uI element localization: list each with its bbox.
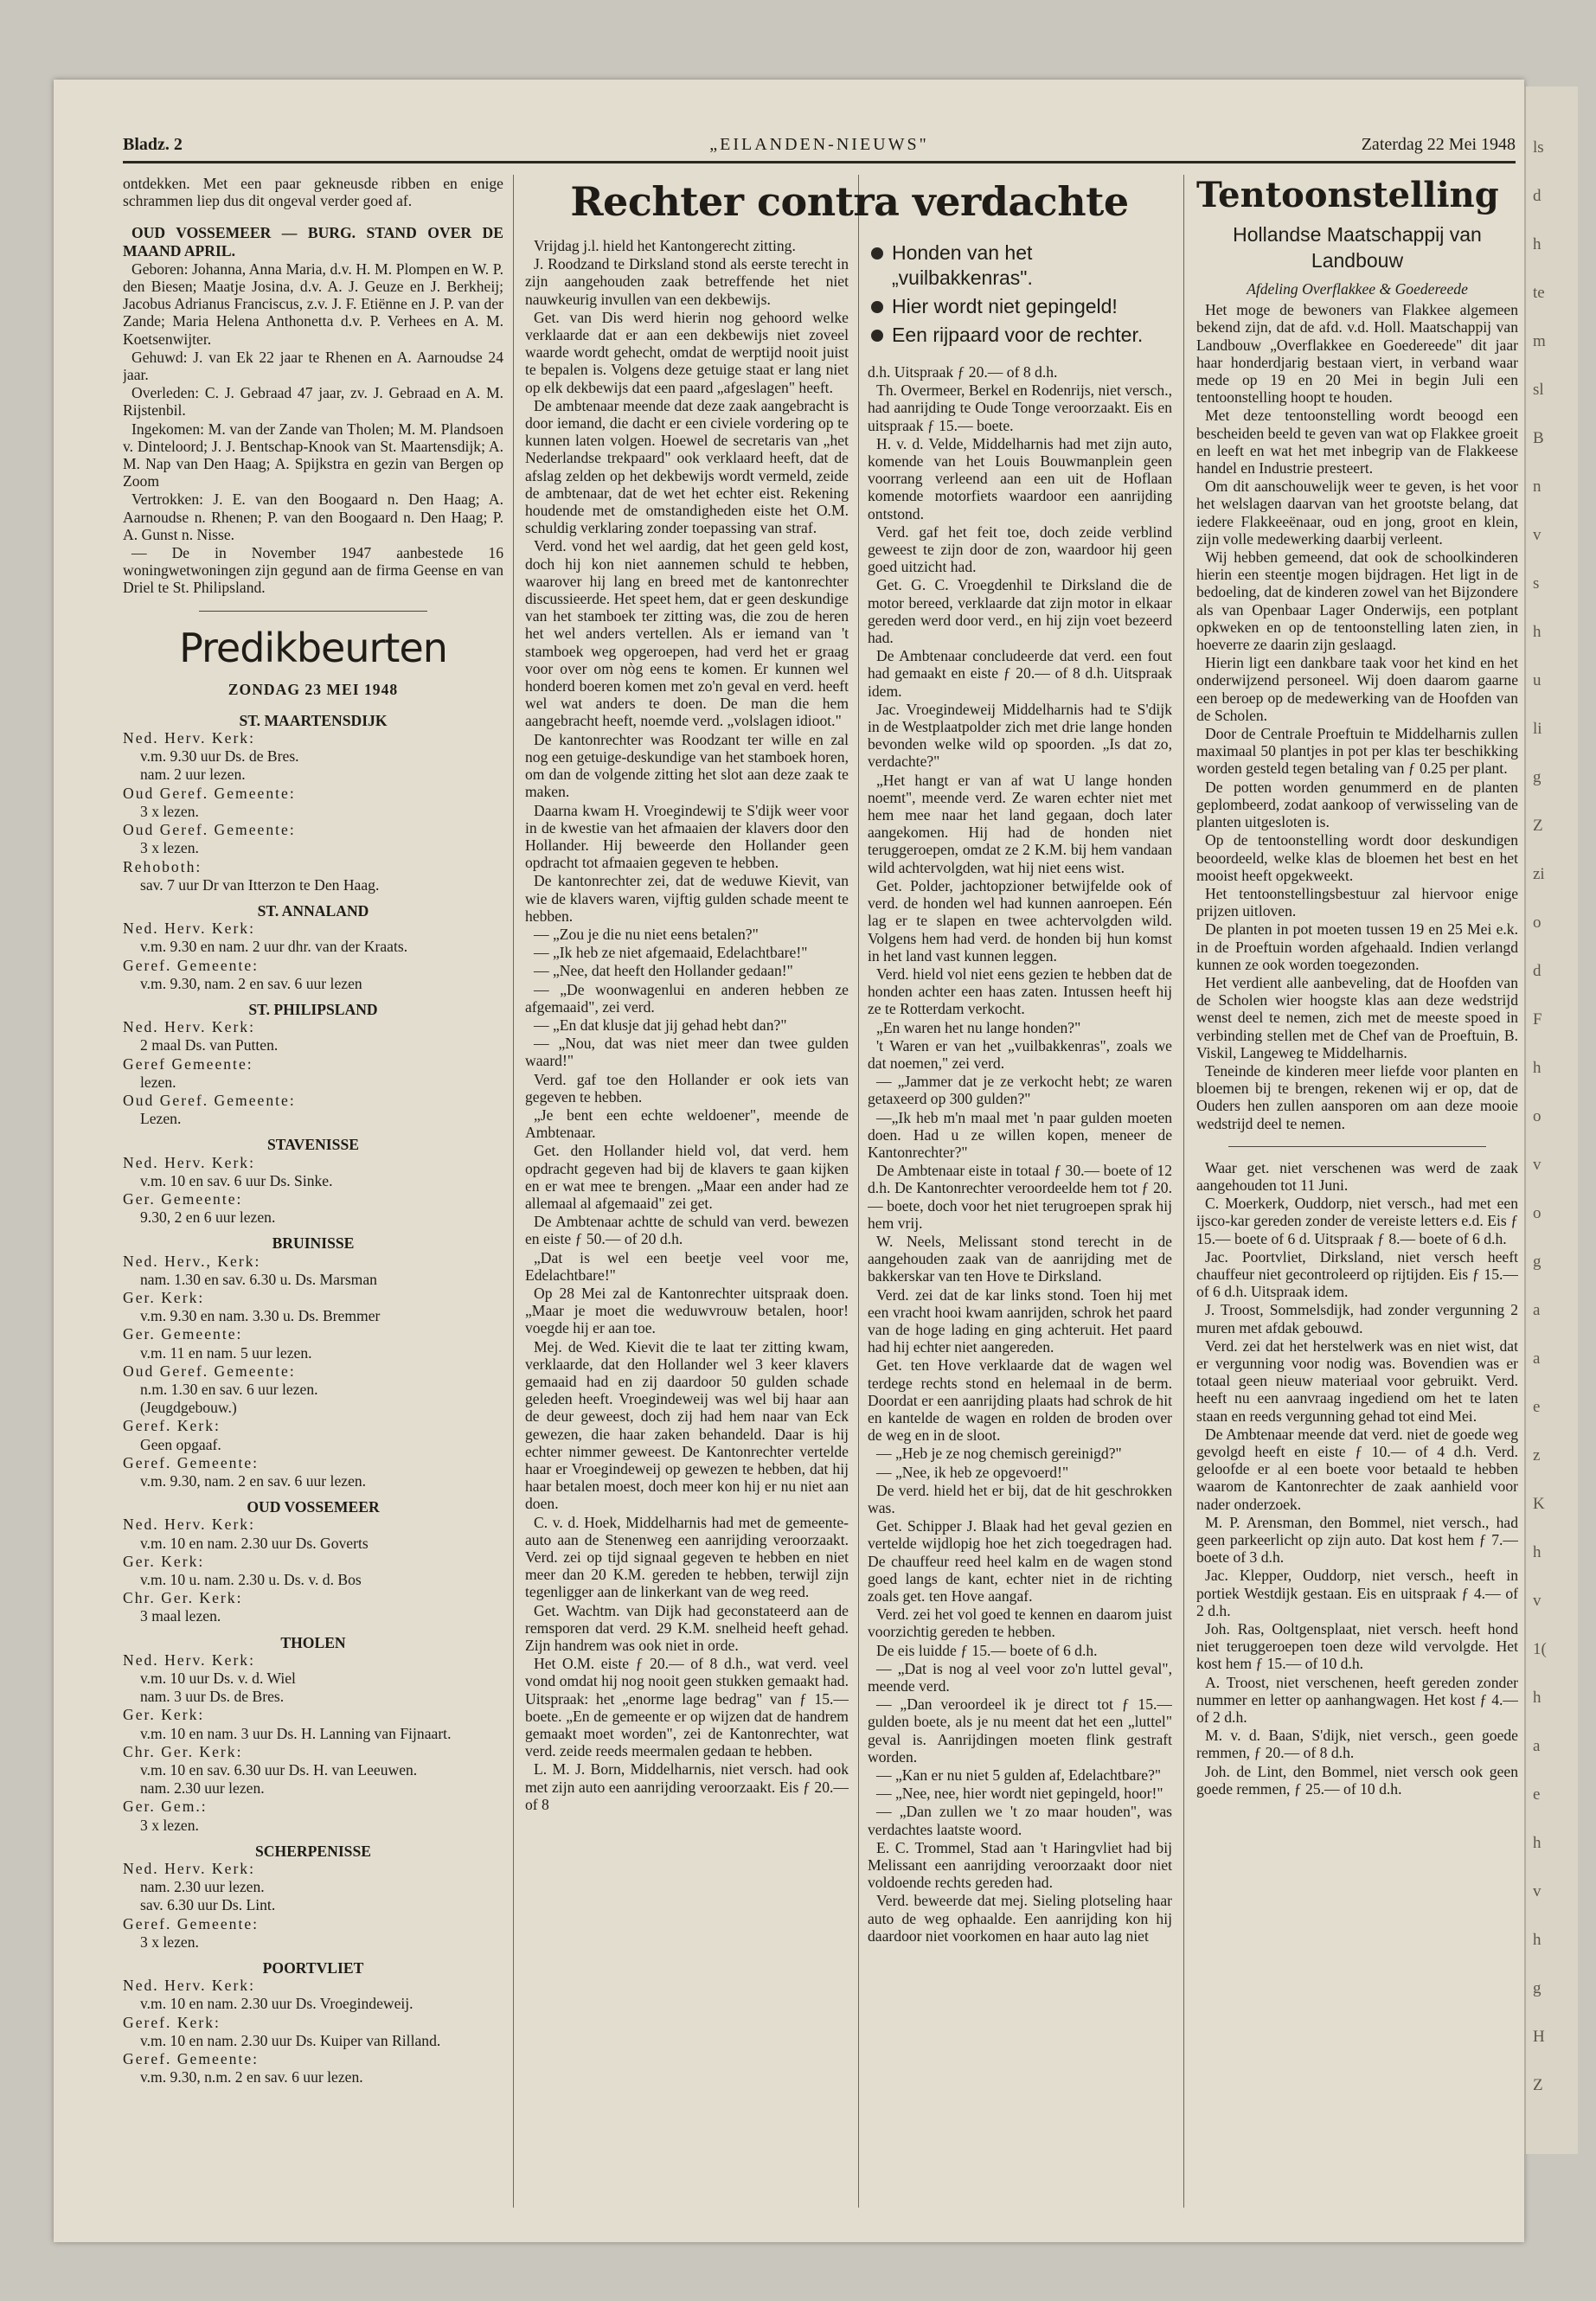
service-time: sav. 7 uur Dr van Itterzon te Den Haag. <box>140 875 380 894</box>
church-place-heading: OUD VOSSEMEER <box>247 1498 380 1516</box>
article-paragraph: — „Nee, nee, hier wordt niet gepingeld, hoor!" <box>876 1785 1163 1803</box>
service-time: 2 maal Ds. van Putten. <box>140 1036 279 1054</box>
service-time: nam. 1.30 en sav. 6.30 u. Ds. Marsman <box>140 1270 377 1288</box>
article-headline: Rechter contra verdachte <box>570 178 1129 225</box>
service-time: v.m. 11 en nam. 5 uur lezen. <box>140 1343 312 1362</box>
edge-text-fragment: g <box>1533 1253 1542 1271</box>
article-paragraph: 't Waren er van het „vuilbakkenras", zoals we dat noemen," zei verd. <box>868 1036 1172 1072</box>
edge-text-fragment: K <box>1533 1495 1545 1513</box>
church-listings <box>123 712 503 2086</box>
church-name: Geref. Gemeente: <box>123 956 260 974</box>
article-paragraph: — „Zou je die nu niet eens betalen?" <box>534 925 759 943</box>
article-paragraph: — „En dat klusje dat jij gehad hebt dan?" <box>534 1016 787 1034</box>
edge-text-fragment: g <box>1533 1979 1542 1997</box>
edge-text-fragment: a <box>1533 1737 1541 1755</box>
article-paragraph: Joh. de Lint, den Bommel, niet versch ook geen goede remmen, ƒ 25.— of 10 d.h. <box>1196 1762 1518 1798</box>
article-paragraph: Jac. Vroegindeweij Middelharnis had te S'dijk in de Westplaatpolder zich met drie lange honden bevonden welke wild op spoorden. „Is dat zo, verdachte?" <box>868 700 1172 771</box>
page-number: Bladz. 2 <box>123 135 183 154</box>
service-time: nam. 2.30 uur lezen. <box>140 1878 265 1896</box>
edge-text-fragment: a <box>1533 1349 1541 1368</box>
church-place-heading: THOLEN <box>280 1633 346 1651</box>
article-paragraph: Th. Overmeer, Berkel en Rodenrijs, niet versch., had aanrijding te Oude Tonge veroorzaakt. Eis en uitspraak ƒ 15.— boete. <box>868 381 1172 434</box>
article-paragraph: Joh. Ras, Ooltgensplaat, niet versch. heeft hond niet teruggeroepen toen deze wild vervolgde. Het kost hem ƒ 15.— of 10 d.h. <box>1196 1620 1518 1673</box>
service-time: v.m. 10 en nam. 2.30 uur Ds. Goverts <box>140 1534 369 1552</box>
church-name: Ned. Herv. Kerk: <box>123 1018 255 1036</box>
church-name: Ned. Herv. Kerk: <box>123 1650 255 1669</box>
church-name: Oud Geref. Gemeente: <box>123 784 296 802</box>
issue-date: Zaterdag 22 Mei 1948 <box>1361 135 1516 154</box>
article-paragraph: — „Nee, ik heb ze opgevoerd!" <box>876 1463 1069 1481</box>
article-paragraph: De eis luidde ƒ 15.— boete of 6 d.h. <box>876 1641 1098 1659</box>
article-paragraph: —„Ik heb m'n maal met 'n paar gulden moeten doen. Had u ze willen kopen, meneer de Kantonrechter?" <box>868 1108 1172 1161</box>
edge-text-fragment: v <box>1533 1592 1542 1610</box>
article-paragraph: Vrijdag j.l. hield het Kantongerecht zitting. <box>534 237 796 254</box>
sermons-date: ZONDAG 23 MEI 1948 <box>228 680 399 698</box>
article-paragraph: — „Dat is nog al veel voor zo'n luttel geval", meende verd. <box>868 1659 1172 1695</box>
article-paragraph: — „Dan veroordeel ik je direct tot ƒ 15.— gulden boete, als je nu meent dat het een „luttel" geval is. Aanrijdingen moeten flink gestraft worden. <box>868 1695 1172 1766</box>
church-name: Geref. Gemeente: <box>123 1453 260 1471</box>
service-time: n.m. 1.30 en sav. 6 uur lezen. <box>140 1380 318 1398</box>
article-paragraph: J. Troost, Sommelsdijk, had zonder vergunning 2 muren met afdak gebouwd. <box>1196 1301 1518 1336</box>
newspaper-page <box>54 80 1524 2242</box>
divider <box>1228 1146 1486 1147</box>
column-2 <box>525 237 849 2218</box>
article-paragraph: W. Neels, Melissant stond terecht in de aangehouden zaak van de aanrijding met de bakkerskar van ten Hove te Dirksland. <box>868 1232 1172 1285</box>
edge-text-fragment: g <box>1533 768 1542 786</box>
column-rule <box>1183 175 1184 2208</box>
article-paragraph: C. v. d. Hoek, Middelharnis had met de gemeente-auto aan de Stenenweg een aanrijding veroorzaakt. Verd. zei op tijd signaal gegeven te hebben en niet meer dan 20 K.M. gereden te hebben, terwijl zijn tegenligger aan de linkerkant van de weg reed. <box>525 1513 849 1601</box>
article-paragraph: E. C. Trommel, Stad aan 't Haringvliet had bij Melissant een aanrijding veroorzaakt door niet voldoende rechts gereden had. <box>868 1838 1172 1892</box>
edge-text-fragment: B <box>1533 429 1544 447</box>
service-time: nam. 2.30 uur lezen. <box>140 1779 265 1798</box>
church-name: Ned. Herv. Kerk: <box>123 1153 255 1171</box>
church-name: Ned. Herv. Kerk: <box>123 729 255 747</box>
church-name: Geref. Gemeente: <box>123 1914 260 1932</box>
church-place-heading: POORTVLIET <box>262 1959 364 1977</box>
headline-bullet: Een rijpaard voor de rechter. <box>868 323 1172 348</box>
article-paragraph: M. P. Arensman, den Bommel, niet versch., had geen parkeerlicht op zijn auto. Dat kost hem ƒ 7.— boete of 3 d.h. <box>1196 1513 1518 1567</box>
article-paragraph: H. v. d. Velde, Middelharnis had met zijn auto, komende van het Louis Bouwmanplein geen voorrang verleend aan een uit de Hoflaan komende motorfiets waardoor een aanrijding ontstond. <box>868 434 1172 522</box>
edge-text-fragment: n <box>1533 478 1542 496</box>
article-paragraph: De kantonrechter zei, dat de weduwe Kievit, van wie de klavers waren, vijftig gulden schade meent te hebben. <box>525 872 849 925</box>
article-paragraph: Get. ten Hove verklaarde dat de wagen wel terdege rechts stond en helemaal in de berm. Doordat er een aanrijding plaats had schrok de hit en kantelde de wagen en rolden de broden over de weg en in de sloot. <box>868 1356 1172 1445</box>
article-paragraph: Jac. Poortvliet, Dirksland, niet versch heeft chauffeur niet gecontroleerd op rijtijden. Eis ƒ 15.— of 6 d.h. Uitspraak idem. <box>1196 1247 1518 1301</box>
edge-text-fragment: u <box>1533 671 1542 689</box>
service-time: v.m. 9.30, nam. 2 en sav. 6 uur lezen. <box>140 1472 367 1490</box>
civil-registry-married: Gehuwd: J. van Ek 22 jaar te Rhenen en A. Aarnoudse 24 jaar. <box>123 348 503 384</box>
article-paragraph: Op 28 Mei zal de Kantonrechter uitspraak doen. „Maar je moet die weduwvrouw betalen, hoor! voegde hij er aan toe. <box>525 1284 849 1337</box>
edge-text-fragment: d <box>1533 187 1542 205</box>
edge-text-fragment: h <box>1533 235 1542 253</box>
church-name: Oud Geref. Gemeente: <box>123 1091 296 1109</box>
article-paragraph: M. v. d. Baan, S'dijk, niet versch., geen goede remmen, ƒ 20.— of 8 d.h. <box>1196 1727 1518 1762</box>
article-paragraph: Jac. Klepper, Ouddorp, niet versch., heeft in portiek Westdijk gestaan. Eis en uitspraak ƒ 4.— of 2 d.h. <box>1196 1567 1518 1619</box>
edge-text-fragment: s <box>1533 574 1540 593</box>
article-paragraph: De Ambtenaar concludeerde dat verd. een fout had gemaakt en eiste ƒ 20.— of 8 d.h. Uitspraak idem. <box>868 647 1172 700</box>
adjacent-page-edge <box>1524 87 1578 2154</box>
article-paragraph: De Ambtenaar meende dat verd. niet de goede weg gevolgd heeft en eiste ƒ 10.— of 4 d.h. Verd. geloofde er al een boete voor betaald te hebben waarom de Kantonrechter de zaak aanhield voor nader onderzoek. <box>1196 1425 1518 1513</box>
church-name: Ned. Herv. Kerk: <box>123 1977 255 1995</box>
service-time: v.m. 9.30 en nam. 2 uur dhr. van der Kraats. <box>140 938 408 956</box>
service-time: sav. 6.30 uur Ds. Lint. <box>140 1896 276 1914</box>
column-4 <box>1196 175 1518 2216</box>
church-name: Ger. Kerk: <box>123 1288 205 1306</box>
edge-text-fragment: o <box>1533 1107 1542 1125</box>
service-time: 3 x lezen. <box>140 1816 199 1834</box>
article-paragraph: Om dit aanschouwelijk weer te geven, is het voor het welslagen daarvan van het grootste belang, dat iedere Flakkeeënaar, oud en jong, groot en klein, zijn volle medewerking daarbij verleent. <box>1196 478 1518 548</box>
edge-text-fragment: sl <box>1533 381 1544 399</box>
article-paragraph: „Het hangt er van af wat U lange honden noemt", meende verd. Ze waren echter niet met hem mee naar het land gegaan, doch later aangekomen. Hij had de honden niet teruggeroepen, omdat ze 2 K.M. bij hem vandaan wild achtervolgden, wat hij niet eens wist. <box>868 771 1172 876</box>
edge-text-fragment: h <box>1533 1543 1542 1561</box>
edge-text-fragment: h <box>1533 1689 1542 1707</box>
page-header <box>123 130 1516 163</box>
service-time: v.m. 10 u. nam. 2.30 u. Ds. v. d. Bos <box>140 1571 362 1589</box>
article-paragraph: De potten worden genummerd en de planten geplombeerd, zodat aankoop of verwisseling van de planten uitgesloten is. <box>1196 778 1518 831</box>
article-paragraph: Mej. de Wed. Kievit die te laat ter zitting kwam, verklaarde, dat den Hollander wel 3 keer klavers gemaaid had en zij daardoor 50 gulden schade geleden heeft. Vroegindeweij was wel bij haar aan de deur geweest, doch zij had hem naar van Eck gewezen, die haar zaken behandeld. Daar is hij echter nimmer geweest. De Kantonrechter vertelde haar er Vroegindeweij op gewezen te hebben, dat hij haar betalen moest, doch meer kon hij er nu niet aan doen. <box>525 1337 849 1513</box>
court-article-part-3 <box>1196 1159 1518 1798</box>
edge-text-fragment: v <box>1533 526 1542 544</box>
church-name: Ned. Herv. Kerk: <box>123 920 255 938</box>
church-name: Geref Gemeente: <box>123 1054 253 1073</box>
service-time: v.m. 10 en nam. 3 uur Ds. H. Lanning van Fijnaart. <box>140 1724 452 1742</box>
church-name: Geref. Gemeente: <box>123 2050 260 2068</box>
service-time: 9.30, 2 en 6 uur lezen. <box>140 1208 276 1227</box>
edge-text-fragment: Z <box>1533 2076 1543 2094</box>
article-paragraph: A. Troost, niet verschenen, heeft gereden zonder nummer en letter op aanhangwagen. Het kost ƒ 4.— of 2 d.h. <box>1196 1673 1518 1727</box>
article-paragraph: C. Moerkerk, Ouddorp, niet versch., had met een ijsco-kar gereden zonder de vereiste letters e.d. Eis ƒ 15.— boete of 6 d. Uitspraak ƒ 8.— boete of 6 d.h. <box>1196 1195 1518 1247</box>
church-name: Chr. Ger. Kerk: <box>123 1742 243 1760</box>
church-name: Rehoboth: <box>123 857 202 875</box>
edge-text-fragment: zi <box>1533 865 1545 883</box>
church-place-heading: ST. PHILIPSLAND <box>248 1000 378 1018</box>
article-paragraph: — „Ik heb ze niet afgemaaid, Edelachtbare!" <box>534 944 808 962</box>
article-paragraph: J. Roodzand te Dirksland stond als eerste terecht in zijn aangehouden zaak betreffende het niet nauwkeurig invullen van een dekbewijs. <box>525 255 849 308</box>
church-place-heading: BRUINISSE <box>272 1234 355 1253</box>
church-name: Ned. Herv., Kerk: <box>123 1252 261 1270</box>
article-paragraph: De planten in pot moeten tussen 19 en 25 Mei e.k. in de Proeftuin worden afgehaald. Indien verlangd kunnen ze ook worden toegezonden. <box>1196 920 1518 973</box>
service-time: 3 x lezen. <box>140 839 199 857</box>
church-name: Oud Geref. Gemeente: <box>123 1362 296 1380</box>
article-paragraph: Verd. beweerde dat mej. Sieling plotseling haar auto de weg ophaalde. Een aanrijding kon hij daardoor niet voorkomen en haar auto lag niet <box>868 1892 1172 1945</box>
article-paragraph: „En waren het nu lange honden?" <box>876 1018 1081 1036</box>
civil-registry-died: Overleden: C. J. Gebraad 47 jaar, zv. J. Gebraad en A. M. Rijstenbil. <box>123 384 503 420</box>
article-paragraph: Verd. zei het vol goed te kennen en daarom juist voorzichtig gereden te hebben. <box>868 1606 1172 1641</box>
column-rule <box>858 175 859 2208</box>
article-paragraph: Verd. vond het wel aardig, dat het geen geld kost, doch hij kon niet aannemen schuld te hebben, waarover hij lang en breed met de kantonrechter discussieerde. Het speet hem, dat er geen deskundige van het stamboek ter zitting was, die zou de heren het wel anders vertellen. Als er iemand van 't stamboek weg opgeroepen, had verd het er graag voor over om nòg eens te komen. Er kunnen wel honderd boeren komen met zo'n geval en verd. heeft wel wat anders te doen. De man die hem aangebracht heeft, noemde verd. „volslagen idioot." <box>525 537 849 730</box>
edge-text-fragment: ls <box>1533 138 1544 157</box>
church-place-heading: STAVENISSE <box>267 1136 359 1154</box>
article-paragraph: De Ambtenaar eiste in totaal ƒ 30.— boete of 12 d.h. De Kantonrechter veroordeelde hem tot ƒ 20.— boete, doch voor het niet terugroepen sprak hij hem vrij. <box>868 1162 1172 1232</box>
exhibition-department: Afdeling Overflakkee & Goedereede <box>1247 280 1468 298</box>
article-paragraph: Verd. gaf toe den Hollander er ook iets van gegeven te hebben. <box>525 1070 849 1106</box>
edge-text-fragment: 1( <box>1533 1640 1547 1658</box>
edge-text-fragment: e <box>1533 1398 1541 1416</box>
article-paragraph: „Dat is wel een beetje veel voor me, Edelachtbare!" <box>525 1248 849 1284</box>
article-paragraph: „Je bent een echte weldoener", meende de Ambtenaar. <box>525 1106 849 1142</box>
church-place-heading: SCHERPENISSE <box>255 1842 371 1860</box>
service-time: v.m. 9.30 uur Ds. de Bres. <box>140 747 299 766</box>
article-paragraph: Verd. gaf het feit toe, doch zeide verblind geweest te zijn door de zon, waardoor hij geen goed uitzicht had. <box>868 522 1172 576</box>
article-paragraph: Het O.M. eiste ƒ 20.— of 8 d.h., wat verd. veel vond omdat hij nog nooit geen stukken gemaakt had. Uitspraak: het „enorme lage bedrag" van ƒ 15.— boete. „En de gemeente er op wijzen dat de handrem gemaakt moet worden", zei de Kantonrechter, wat verd. zeide reeds meermalen gedaan te hebben. <box>525 1655 849 1760</box>
article-paragraph: Get. van Dis werd hierin nog gehoord welke verklaarde dat er aan een dekbewijs niet zoveel waarde wordt gehecht, omdat de werptijd nooit juist te bepalen is. Volgens deze getuige staat er lang niet op elk dekbewijs dat een paard „afgeslagen" heeft. <box>525 308 849 396</box>
service-time: lezen. <box>140 1073 176 1091</box>
article-paragraph: Teneinde de kinderen meer liefde voor planten en bloemen bij te brengen, rekenen wij er op, dat de Ouders hen zullen aansporen om aan deze mooie wedstrijd deel te nemen. <box>1196 1061 1518 1132</box>
article-paragraph: Het tentoonstellingsbestuur zal hiervoor enige prijzen uitloven. <box>1196 884 1518 920</box>
article-paragraph: De kantonrechter was Roodzant ter wille en zal nog een getuige-deskundige van het stamboek horen, om dan de volgende zitting het slot aan deze zaak te maken. <box>525 730 849 801</box>
article-paragraph: Verd. zei dat de kar links stond. Toen hij met een vracht hooi kwam aanrijden, schrok het paard van de hoge lading en ging achteruit. Het paard had hij echter niet aangereden. <box>868 1285 1172 1356</box>
church-name: Ger. Gem.: <box>123 1798 208 1816</box>
service-time: v.m. 9.30 en nam. 3.30 u. Ds. Bremmer <box>140 1307 381 1325</box>
article-paragraph: Get. Schipper J. Blaak had het geval gezien en vertelde wijdlopig hoe het zich toegedragen had. De chauffeur reed heel kalm en de wagen stond goed langs de kant, echter niet in de richting zoals get. ten Hove aangaf. <box>868 1517 1172 1606</box>
edge-text-fragment: h <box>1533 623 1542 641</box>
edge-text-fragment: h <box>1533 1834 1542 1852</box>
article-continuation: ontdekken. Met een paar gekneusde ribben en enige schrammen liep dus dit ongeval verder goed af. <box>123 175 503 210</box>
church-place-heading: ST. MAARTENSDIJK <box>239 711 388 729</box>
article-paragraph: — „Kan er nu niet 5 gulden af, Edelachtbare?" <box>876 1766 1162 1785</box>
article-paragraph: — „De woonwagenlui en anderen hebben ze afgemaaid", zei verd. <box>525 980 849 1016</box>
service-time: Geen opgaaf. <box>140 1435 221 1453</box>
edge-text-fragment: v <box>1533 1882 1542 1900</box>
civil-registry-left: Vertrokken: J. E. van den Boogaard n. Den Haag; A. Aarnoudse n. Rhenen; P. van den Boogaard n. Den Haag; P. A. Gunst n. Nisse. <box>123 490 503 543</box>
civil-registry-arrived: Ingekomen: M. van der Zande van Tholen; M. M. Plandsoen v. Dinteloord; J. J. Bentschap-Knook van St. Maartensdijk; A. M. Nap van Den Haag; A. Spijkstra en gezin van Bergen op Zoom <box>123 420 503 490</box>
church-place-heading: ST. ANNALAND <box>257 901 369 920</box>
civil-registry-heading: OUD VOSSEMEER — BURG. STAND OVER DE MAAND APRIL. <box>123 224 503 260</box>
church-name: Ger. Gemeente: <box>123 1189 243 1208</box>
article-paragraph: De ambtenaar meende dat deze zaak aangebracht is door iemand, die dacht er een civiele vordering op te kunnen laten volgen. Hoewel de secretaris van „het Nederlandse trekpaard" ook verklaard heeft, dat de afslag zelden op het dekbewijs wordt vermeld, zeide de ambtenaar, dat de wet het echter eist. Rekening houdende met de omstandigheden eiste het O.M. schuldig verklaring zonder toepassing van straf. <box>525 396 849 537</box>
article-paragraph: Het moge de bewoners van Flakkee algemeen bekend zijn, dat de afd. v.d. Holl. Maatschappij van Landbouw „Overflakkee en Goedereede" dit jaar haar honderdjarig bestaan viert, in verband waar mede op 19 en 20 Mei in begin Juli een tentoonstelling hoopt te houden. <box>1196 301 1518 407</box>
article-paragraph: Waar get. niet verschenen was werd de zaak aangehouden tot 11 Juni. <box>1196 1158 1518 1194</box>
service-time: v.m. 10 en sav. 6.30 uur Ds. H. van Leeuwen. <box>140 1761 418 1779</box>
article-paragraph: De Ambtenaar achtte de schuld van verd. bewezen en eiste ƒ 50.— of 20 d.h. <box>525 1213 849 1248</box>
article-paragraph: Get. G. C. Vroegdenhil te Dirksland die de motor bereed, verklaarde dat zijn motor in elkaar gereden werd door verd., en hij zijn voet bezeerd had. <box>868 576 1172 647</box>
housing-notice: — De in November 1947 aanbestede 16 woningwetwoningen zijn gegund aan de firma Geense en van Driel te St. Philipsland. <box>123 544 503 597</box>
church-name: Oud Geref. Gemeente: <box>123 821 296 839</box>
divider <box>199 611 427 612</box>
service-time: 3 maal lezen. <box>140 1607 221 1625</box>
edge-text-fragment: H <box>1533 2028 1545 2046</box>
article-paragraph: Verd. hield vol niet eens gezien te hebben dat de honden achter een haas zaten. Intussen heeft hij ze te Rotterdam verkocht. <box>868 965 1172 1018</box>
service-time: v.m. 10 en nam. 2.30 uur Ds. Vroegindeweij. <box>140 1995 413 2013</box>
article-paragraph: d.h. Uitspraak ƒ 20.— of 8 d.h. <box>868 363 1058 381</box>
article-paragraph: — „Jammer dat je ze verkocht hebt; ze waren getaxeerd op 300 gulden?" <box>868 1073 1172 1108</box>
service-time: v.m. 10 uur Ds. v. d. Wiel <box>140 1670 296 1688</box>
court-article-part-2 <box>868 363 1172 1945</box>
edge-text-fragment: v <box>1533 1156 1542 1174</box>
service-time: 3 x lezen. <box>140 802 199 820</box>
article-paragraph: Met deze tentoonstelling wordt beoogd een bescheiden beeld te geven van wat op Flakkee groeit en leeft en wat het met inbegrip van de Flakkeese handel en Industrie presteert. <box>1196 407 1518 478</box>
article-paragraph: Verd. zei dat het herstelwerk was en niet wist, dat er vergunning voor nodig was. Bovendien was er totaal geen nieuw materiaal voor gebruikt. Verd. heeft nu een aanvraag ingediend om het te laten staan en reeds vergunning gehad tot eind Mei. <box>1196 1336 1518 1425</box>
court-article-part-1 <box>525 237 849 1813</box>
service-time: v.m. 10 en sav. 6 uur Ds. Sinke. <box>140 1171 333 1189</box>
article-paragraph: — „Nee, dat heeft den Hollander gedaan!" <box>534 962 793 980</box>
church-name: Ger. Kerk: <box>123 1552 205 1570</box>
service-time: v.m. 9.30, n.m. 2 en sav. 6 uur lezen. <box>140 2068 363 2086</box>
exhibition-headline: Tentoonstelling <box>1196 175 1499 215</box>
exhibition-article <box>1196 301 1518 1132</box>
service-time: Lezen. <box>140 1110 182 1128</box>
article-paragraph: Get. Wachtm. van Dijk had geconstateerd aan de remsporen dat verd. 29 K.M. snelheid heeft gehad. Zijn handrem was ook niet in orde. <box>525 1601 849 1655</box>
service-time: 3 x lezen. <box>140 1932 199 1951</box>
exhibition-subtitle: Hollandse Maatschappij van Landbouw <box>1233 223 1482 272</box>
edge-text-fragment: m <box>1533 332 1546 350</box>
church-name: Geref. Kerk: <box>123 1417 221 1435</box>
article-paragraph: — „Nou, dat was niet meer dan twee gulden waard!" <box>525 1035 849 1070</box>
edge-text-fragment: e <box>1533 1785 1541 1804</box>
edge-text-fragment: F <box>1533 1010 1542 1029</box>
edge-text-fragment: a <box>1533 1301 1541 1319</box>
church-name: Ger. Kerk: <box>123 1706 205 1724</box>
headline-bullet: Honden van het „vuilbakkenras". <box>868 240 1172 291</box>
article-paragraph: — „Dan zullen we 't zo maar houden", was verdachtes laatste woord. <box>868 1803 1172 1838</box>
service-time: nam. 3 uur Ds. de Bres. <box>140 1688 285 1706</box>
headline-bullets <box>868 240 1172 348</box>
article-paragraph: Get. Polder, jachtopzioner betwijfelde ook of verd. de honden wel had kunnen aanroepen. Eén lag er te slapen en twee achtervolgden wild. Volgens hem had verd. de honden bij hun komst in het land vast kunnen leggen. <box>868 876 1172 965</box>
article-paragraph: Wij hebben gemeend, dat ook de schoolkinderen hierin een steentje mogen bijdragen. Het ligt in de bedoeling, dat de kinderen zowel van het Bijzondere als van Openbaar Lager Onderwijs, een potplant opkweken en op de tentoonstelling laten zien, in hoeverre ze daarin zijn geslaagd. <box>1196 548 1518 654</box>
edge-text-fragment: Z <box>1533 817 1543 835</box>
edge-text-fragment: h <box>1533 1059 1542 1077</box>
edge-text-fragment: d <box>1533 962 1542 980</box>
edge-text-fragment: h <box>1533 1931 1542 1949</box>
column-1 <box>123 175 503 2216</box>
edge-text-fragment: li <box>1533 720 1542 738</box>
article-paragraph: Het verdient alle aanbeveling, dat de Hoofden van de Scholen wier hoogste klas aan deze wedstrijd wenst deel te nemen, zich met de meeste spoed in verbinding stellen met de Chef van de Proeftuin, B. Viskil, Langeweg te Middelharnis. <box>1196 973 1518 1061</box>
headline-bullet: Hier wordt niet gepingeld! <box>868 294 1172 319</box>
article-paragraph: Door de Centrale Proeftuin te Middelharnis zullen maximaal 50 plantjes in pot per klas ter beschikking worden gesteld tegen betaling van ƒ 0.25 per plant. <box>1196 725 1518 778</box>
newspaper-title: „EILANDEN-NIEUWS" <box>709 135 929 154</box>
church-name: Ned. Herv. Kerk: <box>123 1516 255 1534</box>
article-paragraph: De verd. hield het er bij, dat de hit geschrokken was. <box>868 1481 1172 1516</box>
sermons-heading: Predikbeurten <box>179 624 447 671</box>
article-paragraph: Get. den Hollander hield vol, dat verd. hem opdracht gegeven had bij de klavers te gaan kijken en er wat mee te brengen. „Maar een ander had ze allemaal al afgemaaid" zei get. <box>525 1142 849 1212</box>
service-time: v.m. 10 en nam. 2.30 uur Ds. Kuiper van Rilland. <box>140 2031 441 2049</box>
church-name: Ger. Gemeente: <box>123 1325 243 1343</box>
column-rule <box>513 175 514 2208</box>
service-time: nam. 2 uur lezen. <box>140 766 246 784</box>
article-paragraph: L. M. J. Born, Middelharnis, niet versch. had ook met zijn auto een aanrijding veroorzaakt. Eis ƒ 20.— of 8 <box>525 1760 849 1813</box>
article-paragraph: Daarna kwam H. Vroegindewij te S'dijk weer voor in de kwestie van het afmaaien der klavers door den Hollander. Hij beweerde den Hollander geen opdracht tot afmaaien gegeven te hebben. <box>525 801 849 872</box>
column-3 <box>868 235 1172 2216</box>
church-name: Chr. Ger. Kerk: <box>123 1589 243 1607</box>
edge-text-fragment: z <box>1533 1446 1541 1465</box>
service-time: v.m. 9.30, nam. 2 en sav. 6 uur lezen <box>140 974 362 992</box>
article-paragraph: Hierin ligt een dankbare taak voor het kind en het onderwijzend personeel. Wij doen daarom gaarne een beroep op de medewerking van de Hoofden van de Scholen. <box>1196 654 1518 724</box>
article-paragraph: Op de tentoonstelling wordt door deskundigen beoordeeld, welke klas de bloemen het best en het mooist heeft opgekweekt. <box>1196 831 1518 884</box>
service-time: (Jeugdgebouw.) <box>140 1399 237 1417</box>
civil-registry-born: Geboren: Johanna, Anna Maria, d.v. H. M. Plompen en W. P. den Biesen; Maatje Josina, d.v. A. J. Geuze en J. Berkheij; Jacobus Adrianus Franciscus, z.v. J. F. Etiënne en J. P. van der Zande; Maria Helena Anthonetta d.v. P. Verhees en A. M. Koetsenwijter. <box>123 260 503 348</box>
article-paragraph: — „Heb je ze nog chemisch gereinigd?" <box>876 1445 1122 1463</box>
edge-text-fragment: te <box>1533 284 1545 302</box>
edge-text-fragment: o <box>1533 913 1542 932</box>
church-name: Ned. Herv. Kerk: <box>123 1860 255 1878</box>
edge-text-fragment: o <box>1533 1204 1542 1222</box>
church-name: Geref. Kerk: <box>123 2013 221 2031</box>
